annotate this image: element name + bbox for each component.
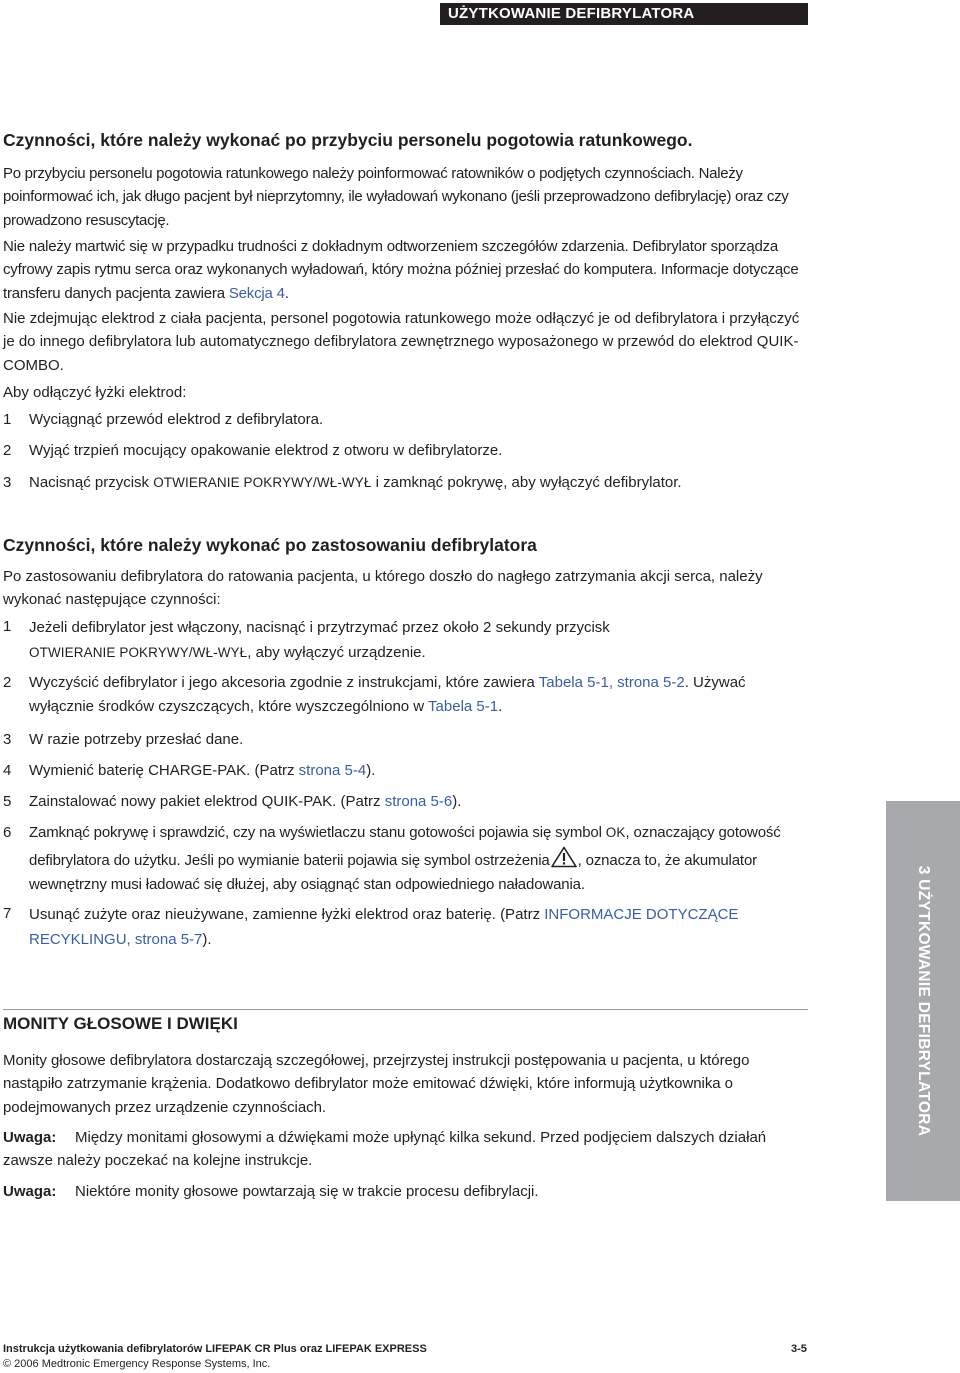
chapter-side-tab [886,801,960,1201]
list-number: 6 [3,824,12,841]
list-text: Usunąć zużyte oraz nieużywane, zamienne łyżki elektrod oraz baterię. (Patrz INFORMACJE DOTYCZĄCE RECYKLINGU, strona 5-7). [29,906,739,948]
link-page-5-6[interactable]: strona 5-6 [384,793,453,810]
list-number: 2 [3,442,12,459]
list-item [3,821,811,898]
list-text: Wyczyścić defibrylator i jego akcesoria zgodnie z instrukcjami, które zawiera Tabela 5-1, strona 5-2. Używać wyłącznie środków czyszczących, które wyszczególniono w Tabela 5-1. [29,674,746,715]
list-item [3,408,809,432]
link-recycling-info[interactable]: INFORMACJE DOTYCZĄCE RECYKLINGU, strona 5-7 [29,906,739,948]
list-number: 2 [3,674,12,691]
list-number: 1 [3,411,12,428]
section-heading-voice-prompts: MONITY GŁOSOWE I DWIĘKI [3,1014,238,1033]
list-item [3,439,809,463]
link-section-4[interactable]: Sekcja 4 [228,284,285,302]
list-text: Jeżeli defibrylator jest włączony, nacisnąć i przytrzymać przez około 2 sekundy przycisk OTWIERANIE POKRYWY/WŁ-WYŁ, aby wyłączyć urządzenie. [29,619,610,661]
paragraph-after-use-intro: Po zastosowaniu defibrylatora do ratowania pacjenta, u którego doszło do nagłego zatrzymania akcji serca, należy wykonać następujące czynności: [3,568,763,608]
list-text: Wymienić baterię CHARGE-PAK. (Patrz strona 5-4). [29,762,376,779]
list-number: 7 [3,905,12,922]
button-name-open-lid: OTWIERANIE POKRYWY/WŁ-WYŁ [153,475,372,490]
list-item [3,790,809,814]
button-name-open-lid: OTWIERANIE POKRYWY/WŁ-WYŁ [29,645,248,660]
paragraph-end: . [284,284,289,302]
list-item [3,615,809,665]
section-divider [3,1009,808,1010]
list-number: 3 [3,731,12,748]
ok-symbol: OK [605,825,626,840]
list-text: Nacisnąć przycisk OTWIERANIE POKRYWY/WŁ-WYŁ i zamknąć pokrywę, aby wyłączyć defibrylator. [29,474,682,491]
paragraph-electrode-disconnect: Nie zdejmując elektrod z ciała pacjenta, personel pogotowia ratunkowego może odłączyć je od defibrylatora i przyłączyć je do innego defibrylatora lub automatycznego defibrylatora zewnętrznego wyposażonego w przewód do elektrod QUIK-COMBO. [3,310,800,374]
list-item [3,471,809,495]
note-text: Niektóre monity głosowe powtarzają się w trakcie procesu defibrylacji. [75,1183,539,1200]
list-text: Zamknąć pokrywę i sprawdzić, czy na wyświetlaczu stanu gotowości pojawia się symbol OK, oznaczający gotowość defibrylatora do użytku. Jeśli po wymianie baterii pojawia się symbol ostrzeżenia , oznacza to, że akumulator wewnętrzny musi ładować się dłużej, aby osiągnąć stan odpowiedniego naładowania. [29,824,781,894]
list-item [3,671,809,719]
note-label: Uwaga: [3,1183,57,1200]
list-item [3,728,809,752]
paragraph-inform-ems: Po przybyciu personelu pogotowia ratunkowego należy poinformować ratowników o podjętych czynnościach. Należy poinformować ich, jak długo pacjent był nieprzytomny, ile wyładowań wykonano (jeśli przeprowadzono defibrylację) oraz czy prowadzono resuscytację. [3,165,789,229]
list-number: 5 [3,793,12,810]
footer-manual-title: Instrukcja użytkowania defibrylatorów LIFEPAK CR Plus oraz LIFEPAK EXPRESS [3,1343,427,1355]
link-page-5-4[interactable]: strona 5-4 [298,762,367,779]
link-table-5-1-page-5-2[interactable]: Tabela 5-1, strona 5-2 [538,674,685,691]
list-text: Wyciągnąć przewód elektrod z defibrylatora. [29,411,324,428]
warning-triangle-icon [551,846,577,868]
note-delay [3,1126,809,1173]
list-text: Wyjąć trzpień mocujący opakowanie elektrod z otworu w defibrylatorze. [29,442,503,459]
list-number: 3 [3,474,12,491]
footer-page-number: 3-5 [791,1343,807,1355]
list-item [3,759,809,783]
paragraph-disconnect-intro: Aby odłączyć łyżki elektrod: [3,384,187,401]
section-heading-after-use: Czynności, które należy wykonać po zastosowaniu defibrylatora [3,535,537,555]
note-text: Między monitami głosowymi a dźwiękami może upłynąć kilka sekund. Przed podjęciem dalszych działań zawsze należy poczekać na kolejne instrukcje. [3,1129,767,1170]
section-heading-after-ems: Czynności, które należy wykonać po przybyciu personelu pogotowia ratunkowego. [3,130,693,150]
running-header: UŻYTKOWANIE DEFIBRYLATORA [440,3,808,25]
list-text: W razie potrzeby przesłać dane. [29,731,244,748]
note-repeat [3,1180,809,1203]
footer-copyright: © 2006 Medtronic Emergency Response Systems, Inc. [3,1358,271,1370]
list-number: 4 [3,762,12,779]
link-table-5-1[interactable]: Tabela 5-1 [428,698,499,715]
note-label: Uwaga: [3,1129,57,1146]
list-text: Zainstalować nowy pakiet elektrod QUIK-PAK. (Patrz strona 5-6). [29,793,462,810]
list-number: 1 [3,618,12,635]
paragraph-voice-prompts: Monity głosowe defibrylatora dostarczają szczegółowej, przejrzystej instrukcji postępowania u pacjenta, u którego nastąpiło zatrzymanie krążenia. Dodatkowo defibrylator może emitować dźwięki, które informują użytkownika o podejmowanych przez urządzenie czynnościach. [3,1052,750,1116]
chapter-side-tab-label: 3 UŻYTKOWANIE DEFIBRYLATORA [915,865,932,1137]
list-item [3,902,809,952]
paragraph-data-record [3,235,809,305]
paragraph-text: Nie należy martwić się w przypadku trudności z dokładnym odtworzeniem szczegółów zdarzenia. Defibrylator sporządza cyfrowy zapis rytmu serca oraz wykonanych wyładowań, który można później przesłać do komputera. Informacje dotyczące transferu danych pacjenta zawiera [3,238,799,302]
